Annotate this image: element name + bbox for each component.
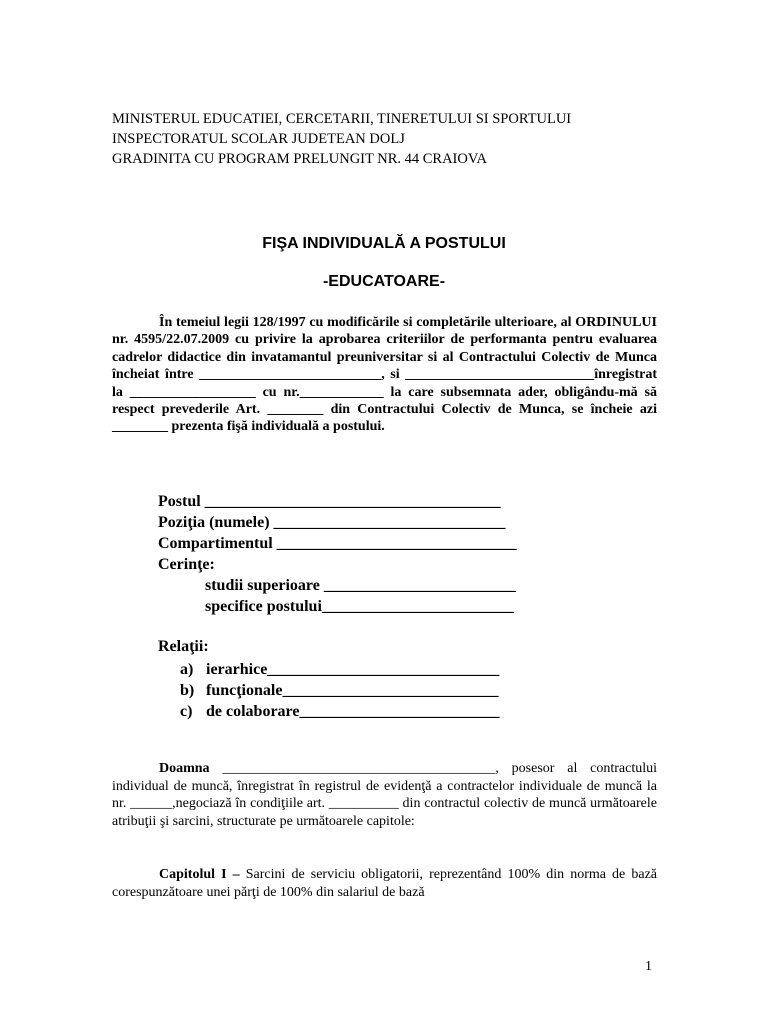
field-specifice: specifice postului________________________ bbox=[205, 598, 514, 615]
capitol-label: Capitolul I – bbox=[159, 867, 240, 882]
intro-text: În temeiul legii 128/1997 cu modificările si completările ulterioare, al ORDINULUI nr. 4595/22.07.2009 cu privire la aprobarea criteriilor de performanta pentru evaluarea cadrelor didactice din invatamantul preuniversitar si al Contractului Colectiv de Munca încheiat între __________________________, si ___________________________înregistrat la __________________ cu nr.____________ la care subsemnata ader, obligându-mă să respect prevederile Art. ________ din Contractului Colectiv de Munca, se încheie azi ________ prezenta fişă individuală a postului. bbox=[112, 315, 657, 435]
document-title: FIŞA INDIVIDUALĂ A POSTULUI bbox=[262, 235, 506, 252]
doamna-text: _______________________________________, posesor al contractului individual de muncă, înregistrat în registrul de evidenţă a contractelor individuale de muncă la nr. ______,negociază în condiţiile art. __________ din contractul colectiv de muncă următoarele atribuţii şi sarcini, structurate pe următoarele capitole: bbox=[112, 761, 657, 829]
relatii-item-text: de colaborare_________________________ bbox=[206, 703, 500, 720]
inspectorate-line: INSPECTORATUL SCOLAR JUDETEAN DOLJ bbox=[112, 131, 405, 147]
relatii-list bbox=[180, 659, 499, 722]
position-fields bbox=[158, 491, 517, 617]
field-postul: Postul _____________________________________ bbox=[158, 493, 501, 510]
relatii-item bbox=[180, 680, 499, 701]
relatii-heading: Relaţii: bbox=[158, 638, 209, 655]
relatii-item-label: a) bbox=[180, 661, 194, 678]
field-cerinte: Cerinţe: bbox=[158, 556, 215, 573]
relatii-item bbox=[180, 659, 499, 680]
relatii-item bbox=[180, 701, 499, 722]
field-studii: studii superioare ________________________ bbox=[205, 577, 516, 594]
kindergarten-line: GRADINITA CU PROGRAM PRELUNGIT NR. 44 CRAIOVA bbox=[112, 151, 487, 167]
field-compartimentul: Compartimentul ______________________________ bbox=[158, 535, 517, 552]
doamna-paragraph bbox=[112, 760, 657, 830]
field-pozitia: Poziţia (numele) _____________________________ bbox=[158, 514, 506, 531]
doamna-label: Doamna bbox=[159, 761, 210, 776]
document-subtitle: -EDUCATOARE- bbox=[322, 273, 446, 290]
relatii-item-text: funcţionale___________________________ bbox=[206, 682, 499, 699]
relatii-item-label: b) bbox=[180, 682, 195, 699]
page-number: 1 bbox=[645, 959, 652, 974]
document-header bbox=[112, 109, 571, 169]
relatii-item-label: c) bbox=[180, 703, 193, 720]
intro-paragraph bbox=[112, 314, 657, 436]
capitol-paragraph bbox=[112, 866, 657, 902]
capitol-text: Sarcini de serviciu obligatorii, reprezentând 100% din norma de bază corespunzătoare unei părţi de 100% din salariul de bază bbox=[112, 867, 657, 900]
relatii-item-text: ierarhice_____________________________ bbox=[206, 661, 500, 678]
ministry-line: MINISTERUL EDUCATIEI, CERCETARII, TINERETULUI SI SPORTULUI bbox=[112, 111, 572, 127]
